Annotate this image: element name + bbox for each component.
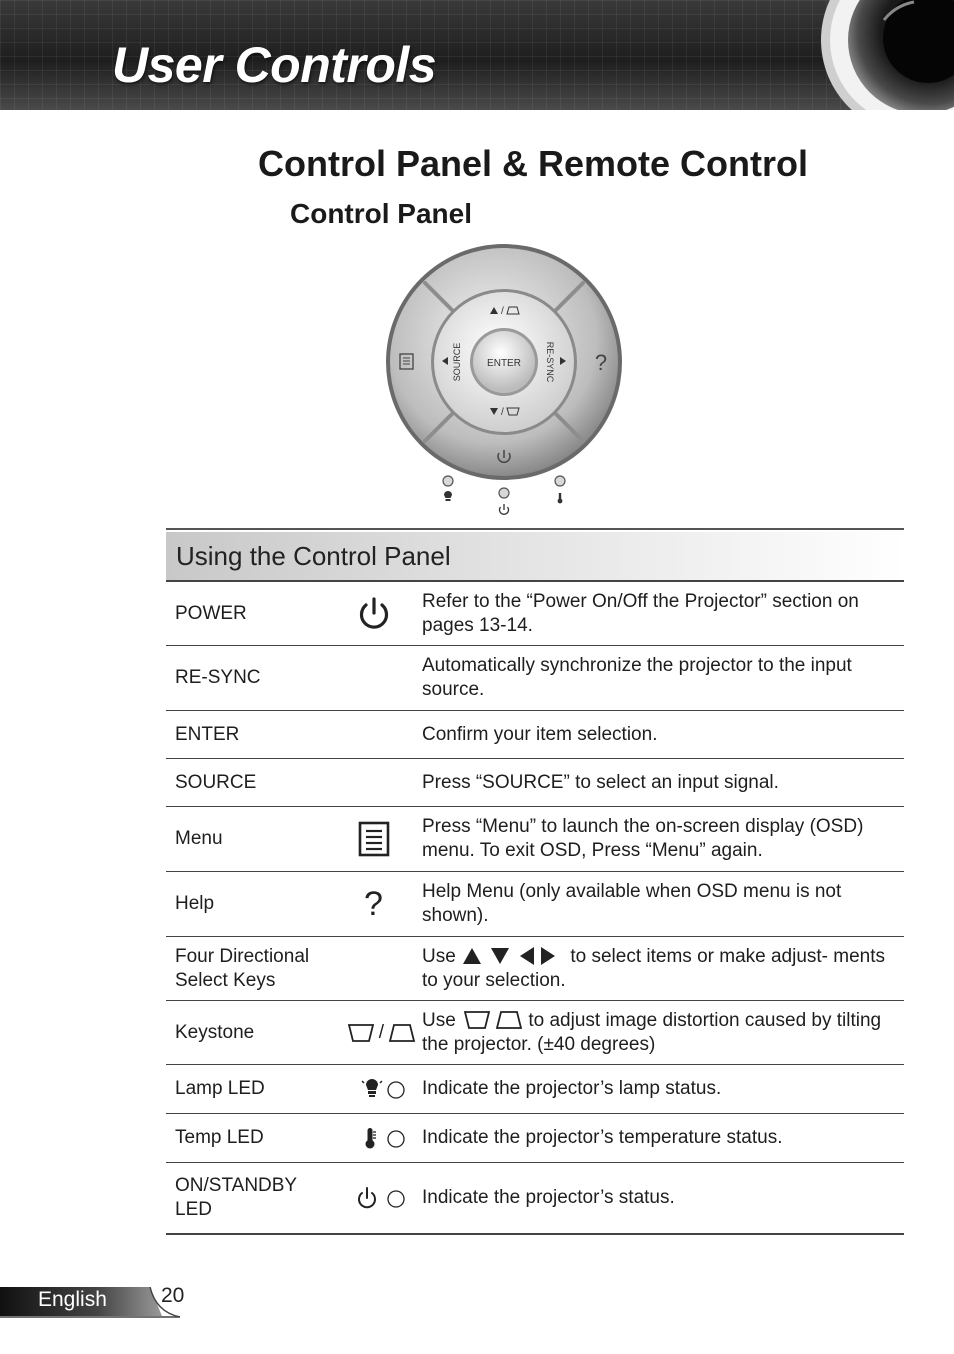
desc-rest: to select items or make adjust- ments to your selection.	[422, 945, 886, 991]
svg-text:/: /	[501, 306, 504, 317]
keystone-separator: /	[378, 1021, 384, 1043]
section-subtitle: Control Panel	[290, 198, 473, 229]
row-description: Indicate the projector’s status.	[422, 1187, 675, 1208]
table-row	[166, 1163, 904, 1235]
help-label: ?	[594, 350, 608, 375]
row-description: Refer to the “Power On/Off the Projector” section on pages 13-14.	[422, 590, 859, 636]
row-description: Indicate the projector’s lamp status.	[422, 1078, 722, 1099]
row-description: Press “Menu” to launch the on-screen display (OSD) menu. To exit OSD, Press “Menu” again.	[422, 816, 864, 861]
desc-use-word: Use	[422, 945, 456, 967]
row-icon-empty	[325, 759, 422, 806]
table-heading	[166, 532, 904, 582]
row-name: POWER	[175, 602, 247, 624]
row-description: Automatically synchronize the projector to the input source.	[422, 655, 852, 700]
table-row	[166, 1001, 904, 1065]
control-panel-diagram	[380, 240, 630, 525]
section-title: Control Panel & Remote Control	[258, 143, 809, 184]
table-row	[166, 582, 904, 646]
row-name: ON/STANDBY LED	[175, 1175, 297, 1220]
control-panel-table	[166, 528, 904, 1235]
header-banner	[0, 0, 954, 110]
power-icon	[325, 582, 422, 645]
desc-use-word: Use	[422, 1009, 456, 1031]
table-heading-text: Using the Control Panel	[176, 540, 451, 571]
row-name: Temp LED	[175, 1127, 264, 1148]
keystone-icons	[325, 1001, 422, 1064]
footer-language: English	[38, 1288, 107, 1311]
power-icon	[325, 1163, 422, 1233]
row-name: Lamp LED	[175, 1078, 265, 1099]
lamp-icon	[325, 1065, 422, 1113]
table-row	[166, 937, 904, 1001]
row-description: Confirm your item selection.	[422, 723, 658, 745]
row-name: Menu	[175, 828, 223, 849]
table-row	[166, 759, 904, 807]
table-row	[166, 807, 904, 872]
row-name: Help	[175, 893, 215, 914]
row-description	[422, 937, 904, 1000]
thermometer-icon	[325, 1114, 422, 1162]
row-name: Keystone	[175, 1021, 255, 1043]
row-description: Help Menu (only available when OSD menu is not shown).	[422, 881, 842, 926]
menu-icon	[325, 807, 422, 871]
table-row	[166, 1114, 904, 1163]
row-icon-empty	[325, 937, 422, 1000]
page-number: 20	[161, 1284, 185, 1307]
row-name: SOURCE	[175, 771, 257, 793]
source-label: SOURCE	[452, 342, 462, 382]
keystone-up-icon	[388, 1023, 416, 1043]
help-icon: ?	[364, 885, 383, 923]
keystone-icons-inline	[461, 1009, 523, 1031]
table-row	[166, 872, 904, 937]
row-icon-empty	[325, 711, 422, 758]
table-row	[166, 1065, 904, 1114]
table-row	[166, 646, 904, 711]
row-icon-empty	[325, 646, 422, 710]
projector-lens-graphic	[804, 0, 954, 110]
row-description	[422, 1001, 904, 1064]
row-description: Indicate the projector’s temperature status.	[422, 1127, 783, 1148]
desc-rest: to adjust image distortion caused by tilting the projector. (±40 degrees)	[422, 1009, 882, 1055]
row-name: RE-SYNC	[175, 667, 261, 688]
resync-label: RE-SYNC	[545, 341, 555, 383]
enter-label: ENTER	[487, 358, 521, 369]
table-row	[166, 711, 904, 759]
svg-text:/: /	[501, 407, 504, 418]
arrow-keys-icon	[461, 945, 565, 967]
row-description: Press “SOURCE” to select an input signal.	[422, 771, 779, 793]
keystone-down-icon	[347, 1023, 375, 1043]
row-name: Four Directional Select Keys	[175, 945, 310, 991]
row-name: ENTER	[175, 723, 240, 745]
page-title: User Controls	[112, 37, 437, 93]
